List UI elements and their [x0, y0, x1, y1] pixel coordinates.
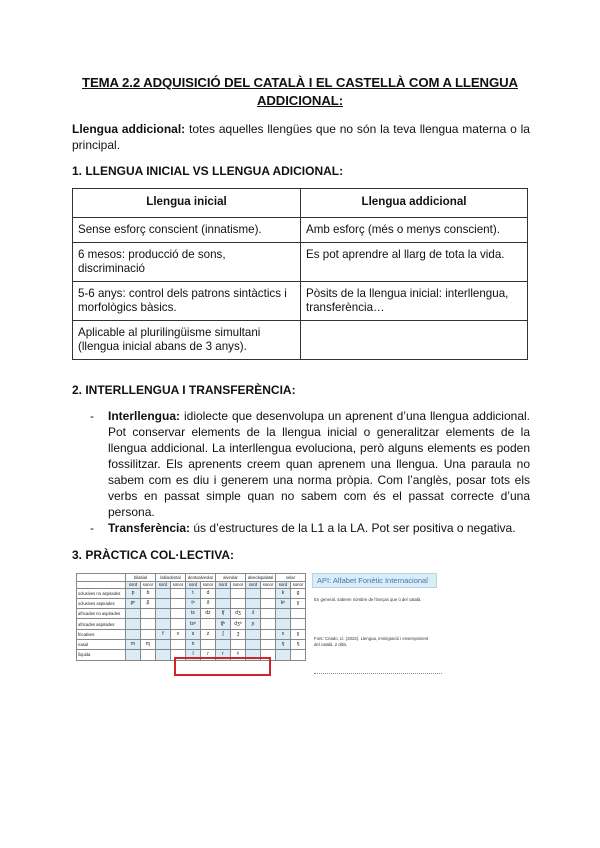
ipa-voicing-header: sonor — [141, 582, 156, 589]
ipa-symbol-cell — [141, 650, 156, 660]
highlight-box — [174, 657, 271, 676]
ipa-symbol-cell — [201, 619, 216, 629]
list-item-term: Transferència: — [108, 521, 191, 535]
ipa-place-header: velar — [276, 574, 306, 582]
ipa-symbol-cell — [231, 588, 246, 598]
ipa-symbol-cell — [171, 619, 186, 629]
ipa-chart-figure — [76, 573, 306, 681]
ipa-symbol-cell — [126, 650, 141, 660]
ipa-symbol-cell — [156, 619, 171, 629]
definition-paragraph — [72, 121, 530, 153]
ipa-symbol-cell: ɣ — [291, 598, 306, 608]
definition-term: Llengua addicional: — [72, 122, 186, 136]
ipa-row — [77, 629, 306, 639]
list-item-text: ús d’estructures de la L1 a la LA. Pot ser positiva o negativa. — [190, 521, 516, 535]
ipa-symbol-cell: ɡ — [291, 588, 306, 598]
ipa-row-label: fricatives — [77, 629, 126, 639]
ipa-symbol-cell: ŋ — [291, 639, 306, 649]
divider — [314, 673, 442, 674]
ipa-symbol-cell: tʃʰ — [216, 619, 231, 629]
ipa-symbol-cell: tsʰ — [186, 619, 201, 629]
ipa-symbol-cell — [171, 598, 186, 608]
ipa-symbol-cell: p — [126, 588, 141, 598]
ipa-symbol-cell: z — [201, 629, 216, 639]
ipa-symbol-cell — [156, 588, 171, 598]
api-note: En general, sabrem nombre de l’lanças que ú del català. — [314, 597, 422, 602]
ipa-symbol-cell — [141, 619, 156, 629]
ipa-symbol-cell — [156, 650, 171, 660]
ipa-symbol-cell: s — [186, 629, 201, 639]
ipa-symbol-cell: f — [156, 629, 171, 639]
ipa-row — [77, 598, 306, 608]
table-cell: Es pot aprendre al llarg de tota la vida. — [301, 243, 528, 282]
ipa-symbol-cell — [246, 598, 261, 608]
ipa-symbol-cell — [261, 588, 276, 598]
table-row — [73, 282, 528, 321]
ipa-symbol-cell: β — [141, 598, 156, 608]
ipa-symbol-cell — [156, 609, 171, 619]
api-source: Font: Criado, Ll. (2022). Llengua, immigració i ensenyament del català. 2 ditis. — [314, 636, 429, 647]
ipa-symbol-cell: ŋ — [276, 639, 291, 649]
ipa-symbol-cell — [126, 609, 141, 619]
ipa-symbol-cell: k — [276, 588, 291, 598]
section-1-heading: 1. LLENGUA INICIAL VS LLENGUA ADICIONAL: — [72, 164, 344, 178]
ipa-symbol-cell: kʰ — [276, 598, 291, 608]
ipa-symbol-cell — [216, 598, 231, 608]
table-header-cell: Llengua inicial — [73, 189, 301, 218]
ipa-symbol-cell: x — [276, 629, 291, 639]
page-title: TEMA 2.2 ADQUISICIÓ DEL CATALÀ I EL CASTELLÀ COM A LLENGUA ADDICIONAL: — [82, 75, 518, 108]
ipa-voicing-header: sonor — [291, 582, 306, 589]
definition-list — [86, 408, 530, 536]
ipa-voicing-header: sonor — [261, 582, 276, 589]
ipa-symbol-cell — [276, 609, 291, 619]
ipa-symbol-cell — [261, 639, 276, 649]
ipa-symbol-cell — [126, 619, 141, 629]
ipa-symbol-cell — [126, 629, 141, 639]
ipa-symbol-cell: n — [186, 639, 201, 649]
table-row — [73, 218, 528, 243]
ipa-row — [77, 609, 306, 619]
section-3-heading: 3. PRÀCTICA COL·LECTIVA: — [72, 548, 234, 562]
ipa-symbol-cell: dʒ — [231, 609, 246, 619]
ipa-row — [77, 588, 306, 598]
list-item — [86, 408, 530, 520]
ipa-symbol-cell — [231, 639, 246, 649]
ipa-voicing-header: sonor — [171, 582, 186, 589]
ipa-symbol-cell: ʎ — [246, 609, 261, 619]
ipa-symbol-cell — [156, 639, 171, 649]
table-cell: Amb esforç (més o menys conscient). — [301, 218, 528, 243]
ipa-place-header: alveolar — [216, 574, 246, 582]
table-cell: Sense esforç conscient (innatisme). — [73, 218, 301, 243]
ipa-symbol-cell: b — [141, 588, 156, 598]
table-cell — [301, 321, 528, 360]
list-item-text: idiolecte que desenvolupa un aprenent d’una llengua addicional. Pot conservar elements de la llengua inicial o generalitzar elements de la llengua addicional. La interllengua evoluciona, però alguns elements es poden fossilitzar. Els aprenents creem quan aprenem una llengua. Una paraula no sabem com es diu i generem una norma pròpia. Com l’anglès, posar tots els verbs en passat simple quan no sabem com és el passat correcte d’una persona. — [108, 409, 530, 519]
ipa-row-label: africades no aspirades — [77, 609, 126, 619]
ipa-symbol-cell: dz — [201, 609, 216, 619]
ipa-symbol-cell: d — [201, 588, 216, 598]
ipa-row — [77, 639, 306, 649]
ipa-symbol-cell — [216, 639, 231, 649]
ipa-voicing-header: sord — [126, 582, 141, 589]
ipa-place-row — [77, 574, 306, 582]
list-dash: - — [90, 521, 94, 535]
ipa-symbol-cell: pʰ — [126, 598, 141, 608]
ipa-symbol-cell: ɾ — [201, 650, 216, 660]
ipa-symbol-cell — [291, 650, 306, 660]
ipa-symbol-cell — [156, 598, 171, 608]
ipa-symbol-cell — [276, 650, 291, 660]
ipa-row-label: líquida — [77, 650, 126, 660]
table-cell: 5-6 anys: control dels patrons sintàctics i morfològics bàsics. — [73, 282, 301, 321]
ipa-symbol-cell: m — [126, 639, 141, 649]
ipa-symbol-cell — [261, 619, 276, 629]
ipa-symbol-cell — [246, 588, 261, 598]
ipa-voicing-header: sord — [156, 582, 171, 589]
ipa-voicing-header: sord — [216, 582, 231, 589]
ipa-symbol-cell: ɲ — [246, 619, 261, 629]
table-header-row — [73, 189, 528, 218]
section-2-heading: 2. INTERLLENGUA I TRANSFERÈNCIA: — [72, 383, 296, 397]
ipa-symbol-cell — [231, 598, 246, 608]
ipa-symbol-cell: ʒ — [231, 629, 246, 639]
ipa-place-header: labiodental — [156, 574, 186, 582]
ipa-row-label: nasal — [77, 639, 126, 649]
ipa-chart-table — [76, 573, 306, 661]
ipa-symbol-cell — [216, 588, 231, 598]
table-cell: Pòsits de la llengua inicial: interllengua, transferència… — [301, 282, 528, 321]
ipa-symbol-cell: ð — [201, 598, 216, 608]
table-row — [73, 321, 528, 360]
ipa-symbol-cell: tʃ — [216, 609, 231, 619]
ipa-row-label: africades aspirades — [77, 619, 126, 629]
ipa-voicing-header: sord — [276, 582, 291, 589]
table-header-cell: Llengua addicional — [301, 189, 528, 218]
ipa-voicing-header: sonor — [201, 582, 216, 589]
ipa-symbol-cell — [246, 639, 261, 649]
ipa-symbol-cell: ɱ — [141, 639, 156, 649]
ipa-row — [77, 619, 306, 629]
list-dash: - — [90, 409, 94, 423]
ipa-chart-body — [77, 588, 306, 660]
ipa-symbol-cell: ɫ — [231, 650, 246, 660]
definition-text: totes aquelles llengües que no són la teva llengua materna o la principal. — [72, 122, 530, 152]
ipa-symbol-cell — [141, 629, 156, 639]
ipa-voicing-header: sord — [186, 582, 201, 589]
table-cell: 6 mesos: producció de sons, discriminació — [73, 243, 301, 282]
ipa-place-header: alveolopalatal — [246, 574, 276, 582]
ipa-symbol-cell — [171, 609, 186, 619]
ipa-symbol-cell: ʃ — [216, 629, 231, 639]
ipa-symbol-cell — [246, 629, 261, 639]
comparison-table — [72, 188, 528, 360]
ipa-row-label: oclusives aspirades — [77, 598, 126, 608]
ipa-symbol-cell — [261, 629, 276, 639]
ipa-symbol-cell — [201, 639, 216, 649]
ipa-place-header: dentoalveolar — [186, 574, 216, 582]
ipa-symbol-cell: t — [186, 588, 201, 598]
ipa-symbol-cell — [276, 619, 291, 629]
ipa-voicing-header: sord — [246, 582, 261, 589]
ipa-symbol-cell: r — [216, 650, 231, 660]
ipa-row-label: oclusives no aspirades — [77, 588, 126, 598]
ipa-symbol-cell — [291, 619, 306, 629]
ipa-symbol-cell: ts — [186, 609, 201, 619]
ipa-symbol-cell — [261, 609, 276, 619]
list-item-term: Interllengua: — [108, 409, 181, 423]
table-cell: Aplicable al plurilingüisme simultani (llengua inicial abans de 3 anys). — [73, 321, 301, 360]
ipa-symbol-cell: dʒʰ — [231, 619, 246, 629]
ipa-voicing-header: sonor — [231, 582, 246, 589]
ipa-symbol-cell — [261, 598, 276, 608]
ipa-symbol-cell — [291, 609, 306, 619]
ipa-symbol-cell — [171, 639, 186, 649]
ipa-symbol-cell: v — [171, 629, 186, 639]
table-row — [73, 243, 528, 282]
api-label-box: API: Alfabet Fonètic Internacional — [312, 573, 437, 588]
ipa-place-header: bilabial — [126, 574, 156, 582]
ipa-symbol-cell: ɣ — [291, 629, 306, 639]
ipa-symbol-cell: l — [186, 650, 201, 660]
ipa-symbol-cell: tʰ — [186, 598, 201, 608]
ipa-symbol-cell — [171, 588, 186, 598]
ipa-corner-cell — [77, 574, 126, 582]
ipa-symbol-cell — [141, 609, 156, 619]
list-item — [86, 520, 530, 536]
